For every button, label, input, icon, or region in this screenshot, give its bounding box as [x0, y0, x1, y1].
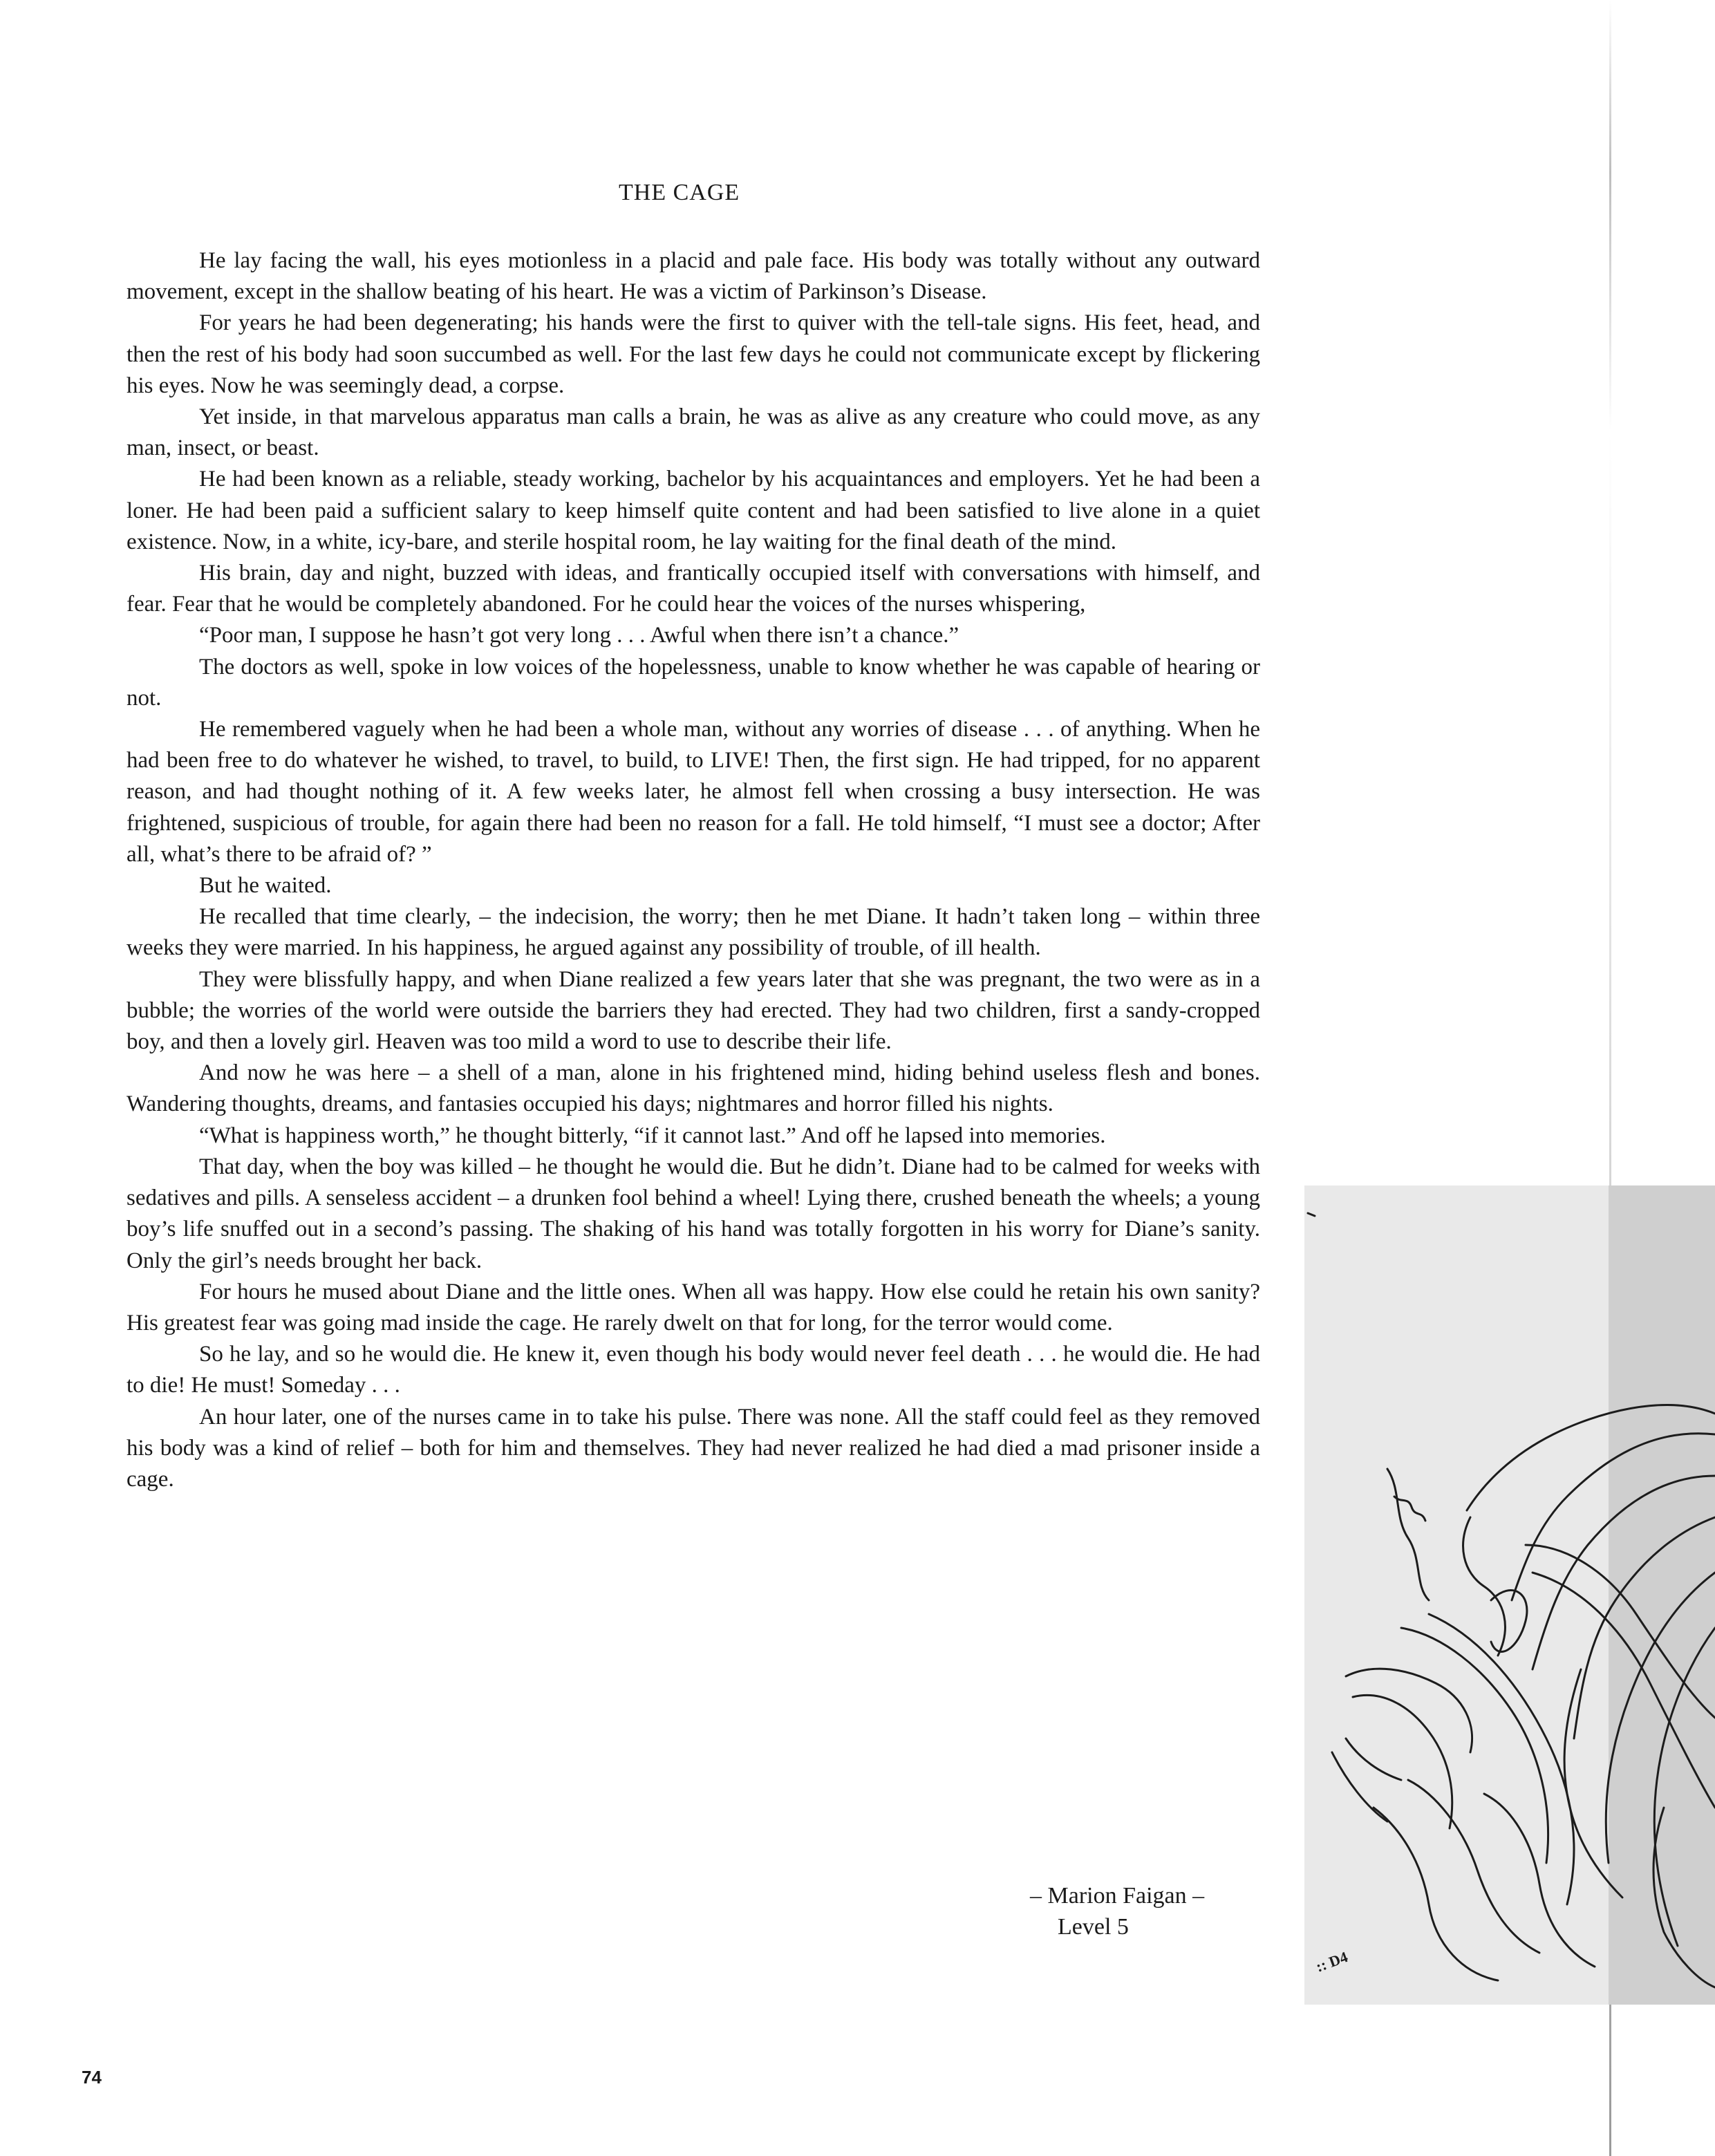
artist-signature: :: D4 [1313, 1948, 1350, 1976]
paragraph: Yet inside, in that marvelous apparatus man calls a brain, he was as alive as any creature who could move, as any man, insect, or beast. [126, 404, 1260, 461]
paragraph: He had been known as a reliable, steady working, bachelor by his acquaintances and employers. Yet he had been a loner. He had been paid a sufficient salary to keep himself quite content and had been satisfied to live alone in a quiet existence. Now, in a white, icy-bare, and sterile hospital room, he lay waiting for the final death of the mind. [126, 467, 1260, 554]
author-level: Level 5 [1058, 1914, 1129, 1940]
paragraph: For hours he mused about Diane and the little ones. When all was happy. How else could he retain his own sanity? His greatest fear was going mad inside the cage. He rarely dwelt on that for long, for the terror would come. [126, 1279, 1260, 1335]
paragraph: “What is happiness worth,” he thought bitterly, “if it cannot last.” And off he lapsed into memories. [199, 1123, 1106, 1148]
paragraph: They were blissfully happy, and when Diane realized a few years later that she was pregnant, the two were as in a bubble; the worries of the world were outside the barriers they had erected. They had two children, first a sandy-cropped boy, and then a lovely girl. Heaven was too mild a word to use to describe their life. [126, 966, 1260, 1055]
paragraph: His brain, day and night, buzzed with ideas, and frantically occupied itself with conversations with himself, and fear. Fear that he would be completely abandoned. For he could hear the voices of the nurses whispering, [126, 561, 1260, 617]
paragraph: An hour later, one of the nurses came in to take his pulse. There was none. All the staff could feel as they removed his body was a kind of relief – both for him and themselves. They had never realized he had died a mad prisoner inside a cage. [126, 1404, 1260, 1492]
paragraph: So he lay, and so he would die. He knew it, even though his body would never feel death . . . he would die. He had to die! He must! Someday . . . [126, 1342, 1260, 1398]
byline [1030, 1880, 1204, 1942]
story-title: THE CAGE [619, 180, 740, 205]
paragraph: He recalled that time clearly, – the indecision, the worry; then he met Diane. It hadn’t taken long – within three weeks they were married. In his happiness, he argued against any possibility of trouble, of ill health. [126, 904, 1260, 961]
page-number: 74 [82, 2067, 102, 2088]
paragraph: For years he had been degenerating; his hands were the first to quiver with the tell-tale signs. His feet, head, and then the rest of his body had soon succumbed as well. For the last few days he could not communicate except by flickering his eyes. Now he was seemingly dead, a corpse. [126, 310, 1260, 398]
paragraph: “Poor man, I suppose he hasn’t got very long . . . Awful when there isn’t a chance.” [199, 623, 959, 648]
paragraph: He lay facing the wall, his eyes motionless in a placid and pale face. His body was totally without any outward movement, except in the shallow beating of his heart. He was a victim of Parkinson’s Disease. [126, 248, 1260, 305]
line-drawing-illustration [1304, 1185, 1715, 2005]
paragraph: He remembered vaguely when he had been a whole man, without any worries of disease . . . of anything. When he had been free to do whatever he wished, to travel, to build, to LIVE! Then, the first sign. He had tripped, for no apparent reason, and had thought nothing of it. A few weeks later, he almost fell when crossing a busy intersection. He was frightened, suspicious of trouble, for again there had been no reason for a fall. He told himself, “I must see a doctor; After all, what’s there to be afraid of? ” [126, 717, 1260, 867]
paragraph: And now he was here – a shell of a man, alone in his frightened mind, hiding behind useless flesh and bones. Wandering thoughts, dreams, and fantasies occupied his days; nightmares and horror filled his nights. [126, 1060, 1260, 1117]
author-name: – Marion Faigan – [1030, 1883, 1205, 1909]
paragraph: But he waited. [199, 873, 332, 899]
paragraph: That day, when the boy was killed – he thought he would die. But he didn’t. Diane had to be calmed for weeks with sedatives and pills. A senseless accident – a drunken fool behind a wheel! Lying there, crushed beneath the wheels; a young boy’s life snuffed out in a second’s passing. The shaking of his hand was totally forgotten in his worry for Diane’s sanity. Only the girl’s needs brought her back. [126, 1154, 1260, 1273]
story-body [126, 245, 1260, 1495]
paragraph: The doctors as well, spoke in low voices of the hopelessness, unable to know whether he was capable of hearing or not. [126, 654, 1260, 711]
